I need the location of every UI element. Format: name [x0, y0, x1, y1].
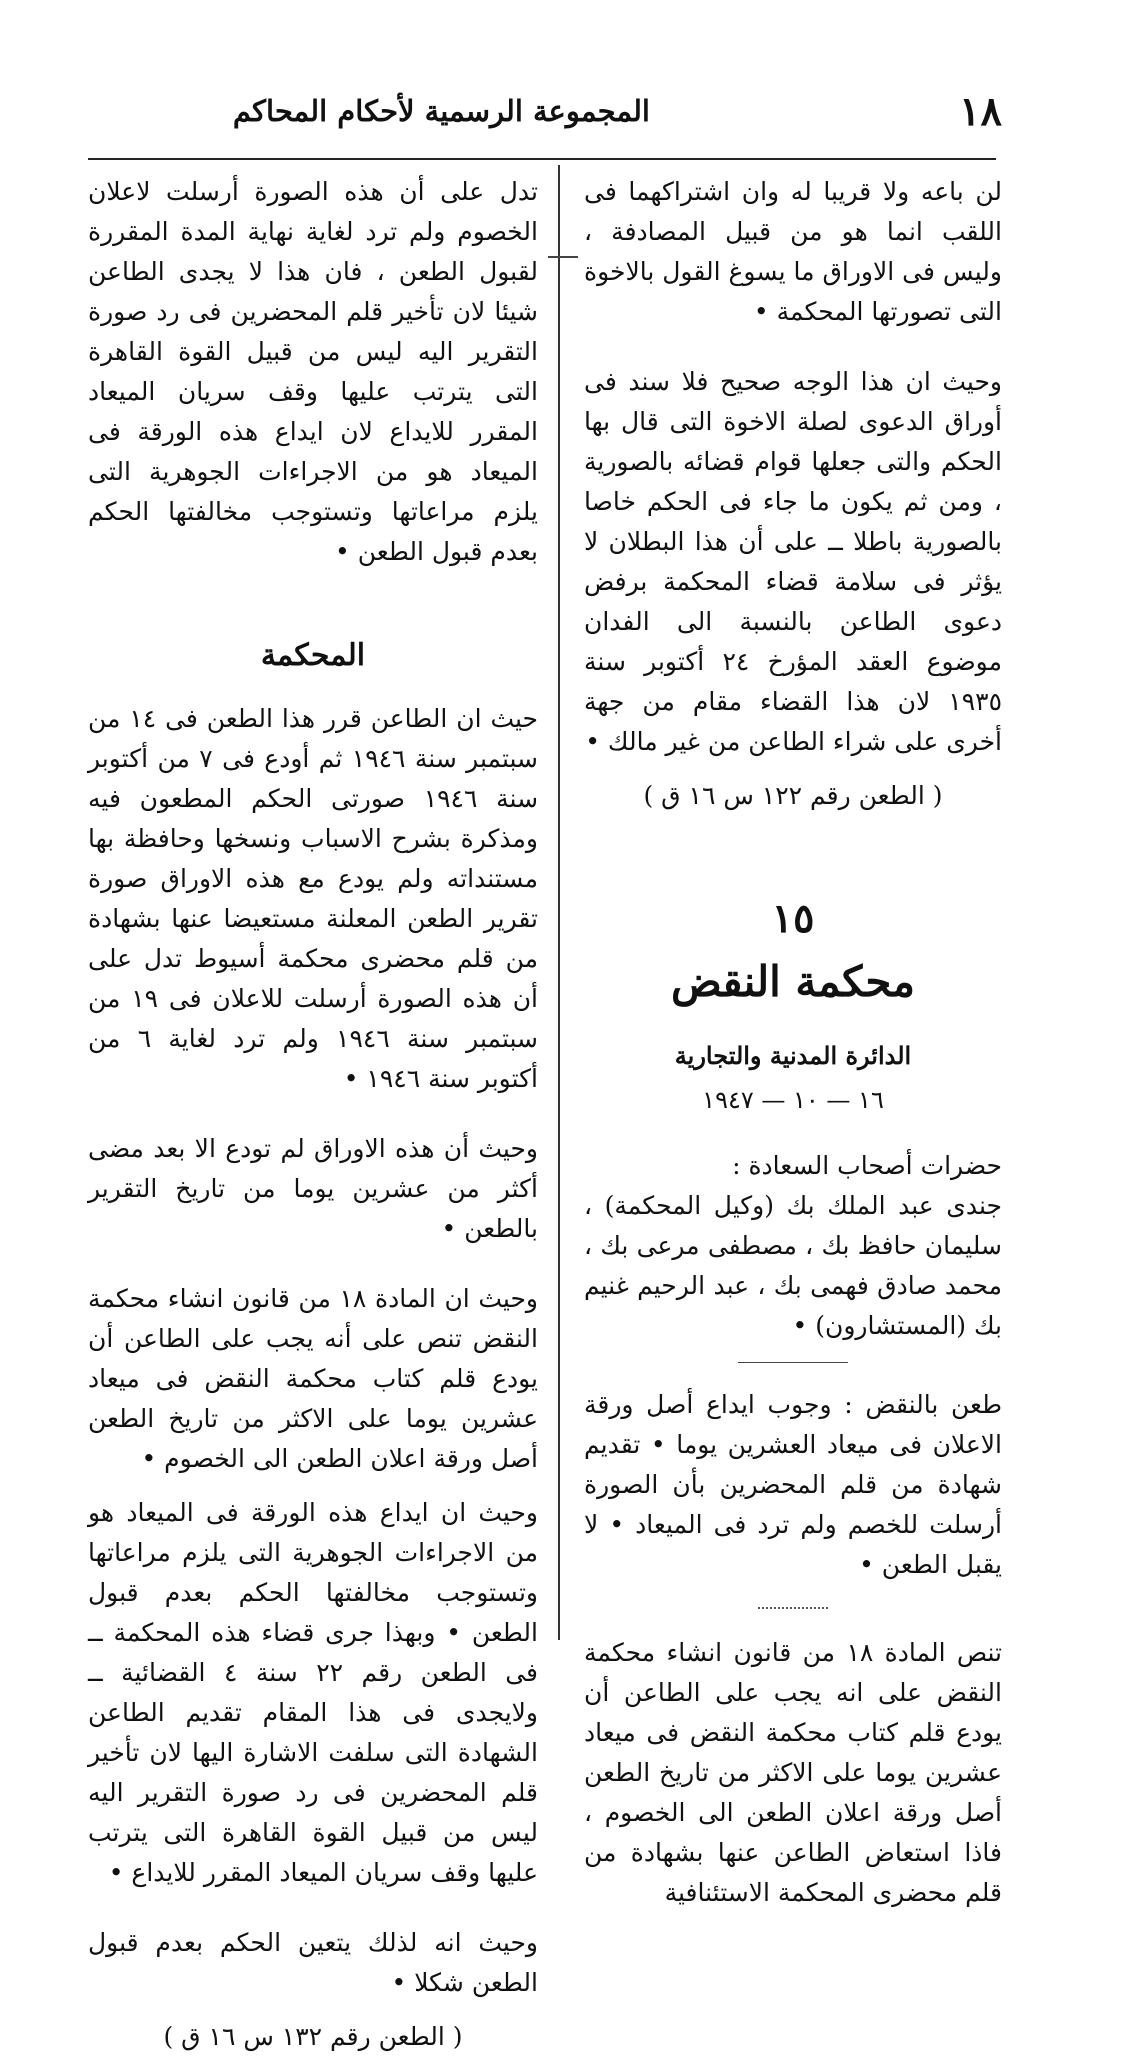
section-heading: المحكمة: [260, 638, 366, 673]
left-paragraph-6: وحيث انه لذلك يتعين الحكم بعدم قبول الطعن شكلا •: [88, 1928, 538, 1997]
right-body-text: تنص المادة ١٨ من قانون انشاء محكمة النقض على انه يجب على الطاعن أن يودع قلم كتاب محكمة النقض فى ميعاد عشرين يوما على الاكثر من تاريخ الطعن أصل ورقة اعلان الطعن الى الخصوم ، فاذا استعاض الطاعن عنها بشهادة من قلم محضرى المحكمة الاستئنافية: [584, 1638, 1003, 1907]
dotted-rule: [758, 1607, 828, 1609]
column-divider: [558, 165, 560, 1640]
right-paragraph-2: وحيث ان هذا الوجه صحيح فلا سند فى أوراق الدعوى لصلة الاخوة التى قال بها الحكم والتى جعلها قوام قضائه بالصورية ، ومن ثم يكون ما جاء فى الحكم خاصا بالصورية باطلا ــ على أن هذا البطلان لا يؤثر فى سلامة قضاء المحكمة برفض دعوى الطاعن بالنسبة الى الفدان موضوع العقد المؤرخ ٢٤ أكتوبر سنة ١٩٣٥ لان هذا القضاء مقام من جهة أخرى على شراء الطاعن من غير مالك •: [584, 367, 1002, 756]
court-circuit: الدائرة المدنية والتجارية: [674, 1041, 912, 1070]
margin-dash: [548, 256, 578, 258]
left-paragraph-1: تدل على أن هذه الصورة أرسلت لاعلان الخصوم ولم ترد لغاية نهاية المدة المقررة لقبول الطعن ، فان هذا لا يجدى الطاعن شيئا لان تأخير قلم المحضرين فى رد صورة التقرير اليه ليس من قبيل القوة القاهرة التى يترتب عليها وقف سريان الميعاد المقرر للايداع لان ايداع هذه الورقة فى الميعاد هو من الاجراءات الجوهرية التى يلزم مراعاتها وتستوجب مخالفتها الحكم بعدم قبول الطعن •: [88, 177, 538, 566]
left-paragraph-2: حيث ان الطاعن قرر هذا الطعن فى ١٤ من سبتمبر سنة ١٩٤٦ ثم أودع فى ٧ من أكتوبر سنة ١٩٤٦ صورتى الحكم المطعون فيه ومذكرة بشرح الاسباب ونسخها وحافظة بها مستنداته ولم يودع مع هذه الاوراق صورة تقرير الطعن المعلنة مستعيضا عنها بشهادة من قلم محضرى محكمة أسيوط تدل على أن هذه الصورة أرسلت للاعلان فى ١٩ من سبتمبر سنة ١٩٤٦ ولم ترد لغاية ٦ من أكتوبر سنة ١٩٤٦ •: [88, 704, 539, 1093]
case-summary: طعن بالنقض : وجوب ايداع أصل ورقة الاعلان فى ميعاد العشرين يوما • تقديم شهادة من قلم المحضرين بأن الصورة أرسلت للخصم ولم ترد فى الميعاد • لا يقبل الطعن •: [584, 1390, 1002, 1579]
right-paragraph-1: لن باعه ولا قريبا له وان اشتراكهما فى اللقب انما هو من قبيل المصادفة ، وليس فى الاوراق ما يسوغ القول بالاخوة التى تصورتها المحكمة •: [584, 177, 1002, 326]
court-name: محكمة النقض: [670, 957, 916, 1006]
left-paragraph-4: وحيث ان المادة ١٨ من قانون انشاء محكمة النقض تنص على أنه يجب على الطاعن أن يودع قلم كتاب محكمة النقض فى ميعاد عشرين يوما على الاكثر من تاريخ الطعن أصل ورقة اعلان الطعن الى الخصوم •: [88, 1284, 538, 1473]
short-rule: [738, 1362, 848, 1363]
right-column: [584, 172, 1002, 1913]
left-paragraph-3: وحيث أن هذه الاوراق لم تودع الا بعد مضى أكثر من عشرين يوما من تاريخ التقرير بالطعن •: [88, 1134, 538, 1243]
left-column: [88, 172, 538, 2057]
attendees-list: جندى عبد الملك بك (وكيل المحكمة) ، سليمان حافظ بك ، مصطفى مرعى بك ، محمد صادق فهمى بك ، عبد الرحيم غنيم بك (المستشارون) •: [584, 1191, 1002, 1340]
header-rule: [88, 158, 996, 160]
case-reference-1: ( الطعن رقم ١٢٢ س ١٦ ق ): [643, 781, 943, 810]
case-reference-2: ( الطعن رقم ١٣٢ س ١٦ ق ): [163, 2022, 463, 2051]
attendees-title: حضرات أصحاب السعادة :: [732, 1151, 1002, 1180]
running-title: المجموعة الرسمية لأحكام المحاكم: [232, 94, 650, 128]
left-paragraph-5: وحيث ان ايداع هذه الورقة فى الميعاد هو من الاجراءات الجوهرية التى يلزم مراعاتها وتستوجب مخالفتها الحكم بعدم قبول الطعن • وبهذا جرى قضاء هذه المحكمة ــ فى الطعن رقم ٢٢ سنة ٤ القضائية ــ ولايجدى فى هذا المقام تقديم الطاعن الشهادة التى سلفت الاشارة اليها لان تأخير قلم المحضرين فى رد صورة التقرير اليه ليس من قبيل القوة القاهرة التى يترتب عليها وقف سريان الميعاد المقرر للايداع •: [88, 1498, 538, 1887]
page-header: [110, 88, 1010, 144]
judgment-date: ١٦ — ١٠ — ١٩٤٧: [702, 1086, 884, 1114]
case-number: ١٥: [771, 895, 815, 942]
page-number: ١٨: [959, 88, 1002, 135]
